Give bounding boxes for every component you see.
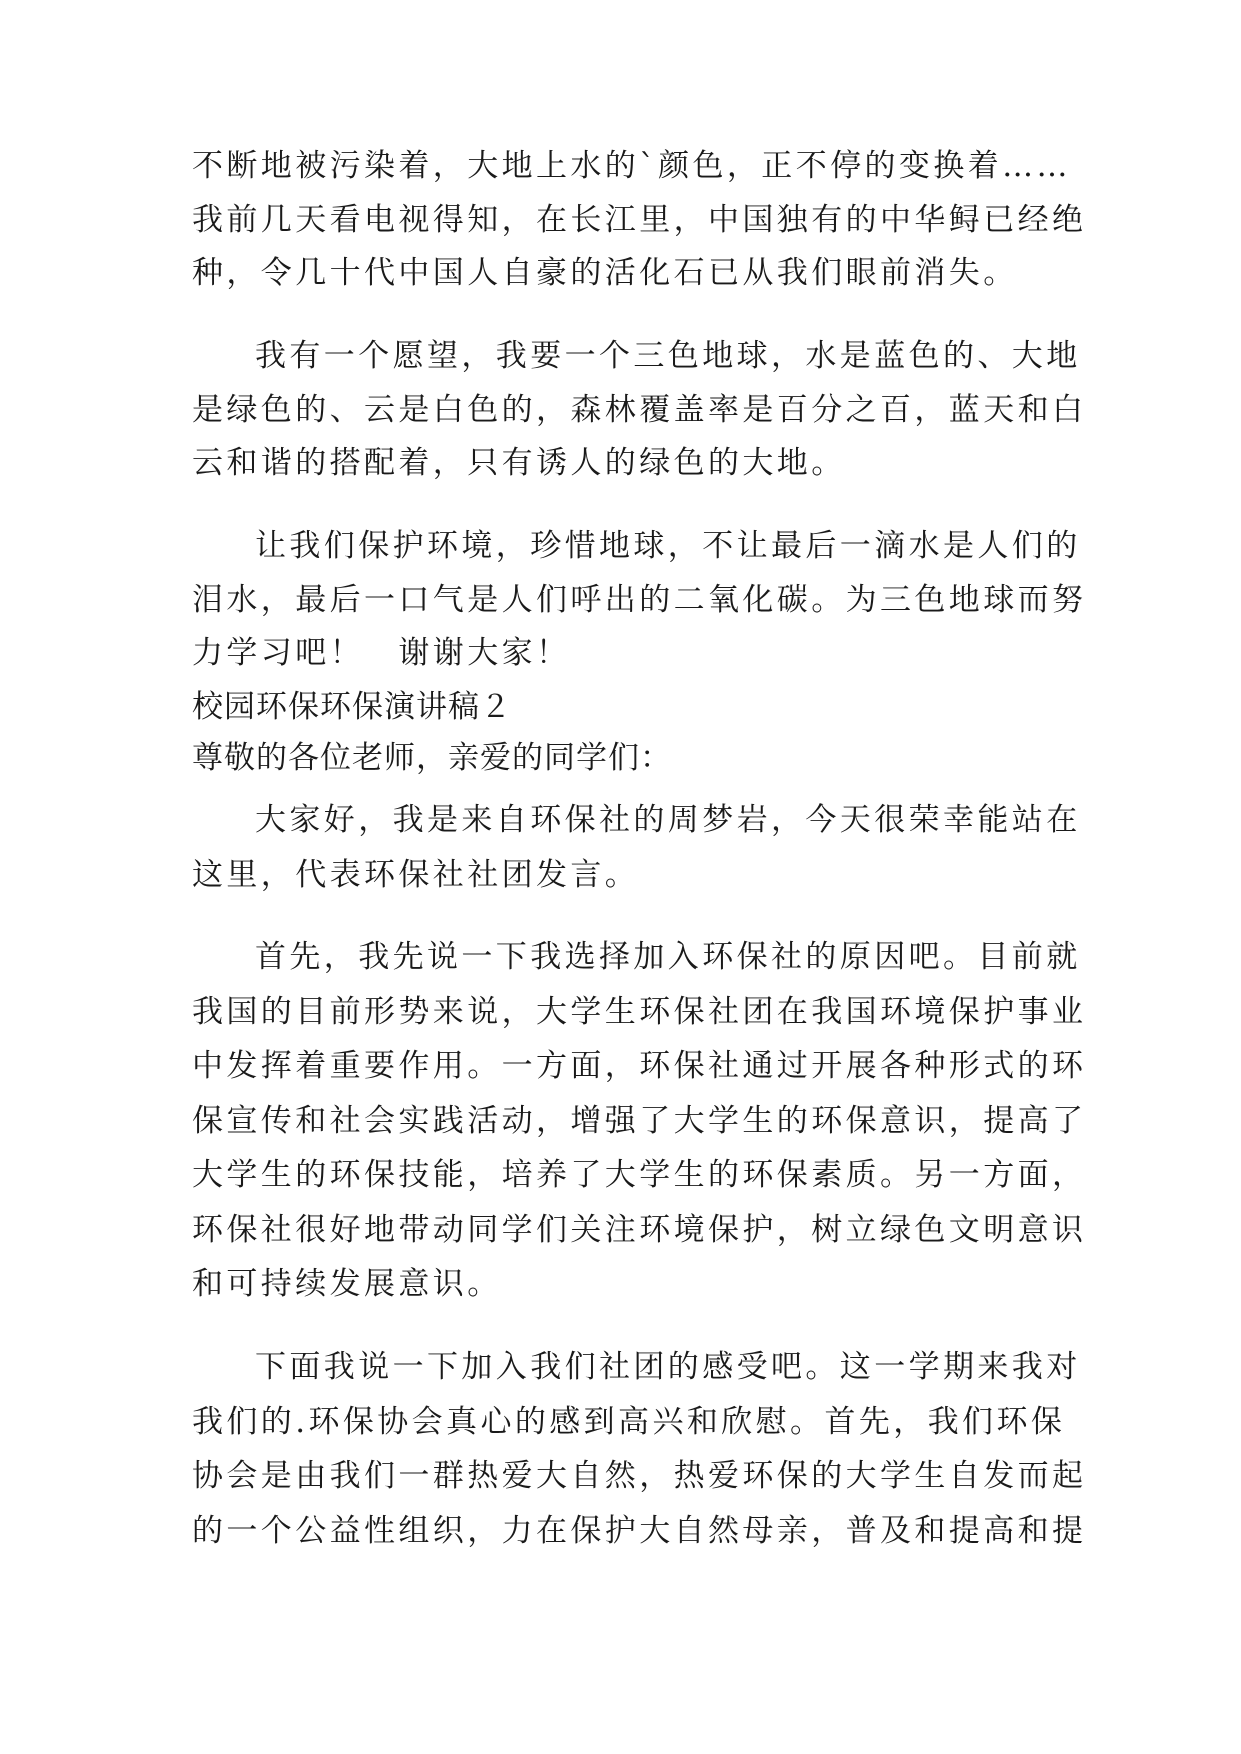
text-line: 力学习吧！ 谢谢大家！ (192, 635, 571, 671)
paragraph-start-line: 大家好，我是来自环保社的周梦岩，今天很荣幸能站在 (255, 802, 1081, 838)
paragraph-start-line: 我有一个愿望，我要一个三色地球，水是蓝色的、大地 (255, 338, 1081, 374)
paragraph-start-line: 首先，我先说一下我选择加入环保社的原因吧。目前就 (255, 939, 1081, 975)
text-line: 环保社很好地带动同学们关注环境保护，树立绿色文明意识 (192, 1212, 1087, 1248)
text-line: 的一个公益性组织，力在保护大自然母亲，普及和提高和提 (192, 1513, 1087, 1549)
text-line: 我前几天看电视得知，在长江里，中国独有的中华鲟已经绝 (192, 202, 1087, 238)
paragraph-start-line: 让我们保护环境，珍惜地球，不让最后一滴水是人们的 (255, 528, 1081, 564)
section-title: 校园环保环保演讲稿２ (192, 689, 512, 725)
text-line: 协会是由我们一群热爱大自然，热爱环保的大学生自发而起 (192, 1458, 1087, 1494)
text-line: 云和谐的搭配着，只有诱人的绿色的大地。 (192, 445, 846, 481)
text-line: 这里，代表环保社社团发言。 (192, 857, 640, 893)
text-line: 和可持续发展意识。 (192, 1266, 502, 1302)
paragraph-start-line: 下面我说一下加入我们社团的感受吧。这一学期来我对 (255, 1349, 1081, 1385)
salutation: 尊敬的各位老师，亲爱的同学们： (192, 740, 672, 776)
text-line: 我们的.环保协会真心的感到高兴和欣慰。首先，我们环保 (192, 1404, 1066, 1440)
text-line: 保宣传和社会实践活动，增强了大学生的环保意识，提高了 (192, 1103, 1087, 1139)
text-line: 大学生的环保技能，培养了大学生的环保素质。另一方面， (192, 1157, 1087, 1193)
text-line: 种，令几十代中国人自豪的活化石已从我们眼前消失。 (192, 255, 1018, 291)
text-line: 中发挥着重要作用。一方面，环保社通过开展各种形式的环 (192, 1048, 1087, 1084)
text-line: 不断地被污染着，大地上水的`颜色，正不停的变换着…… (192, 148, 1071, 184)
text-line: 泪水，最后一口气是人们呼出的二氧化碳。为三色地球而努 (192, 582, 1087, 618)
text-line: 是绿色的、云是白色的，森林覆盖率是百分之百，蓝天和白 (192, 392, 1087, 428)
text-line: 我国的目前形势来说，大学生环保社团在我国环境保护事业 (192, 994, 1087, 1030)
